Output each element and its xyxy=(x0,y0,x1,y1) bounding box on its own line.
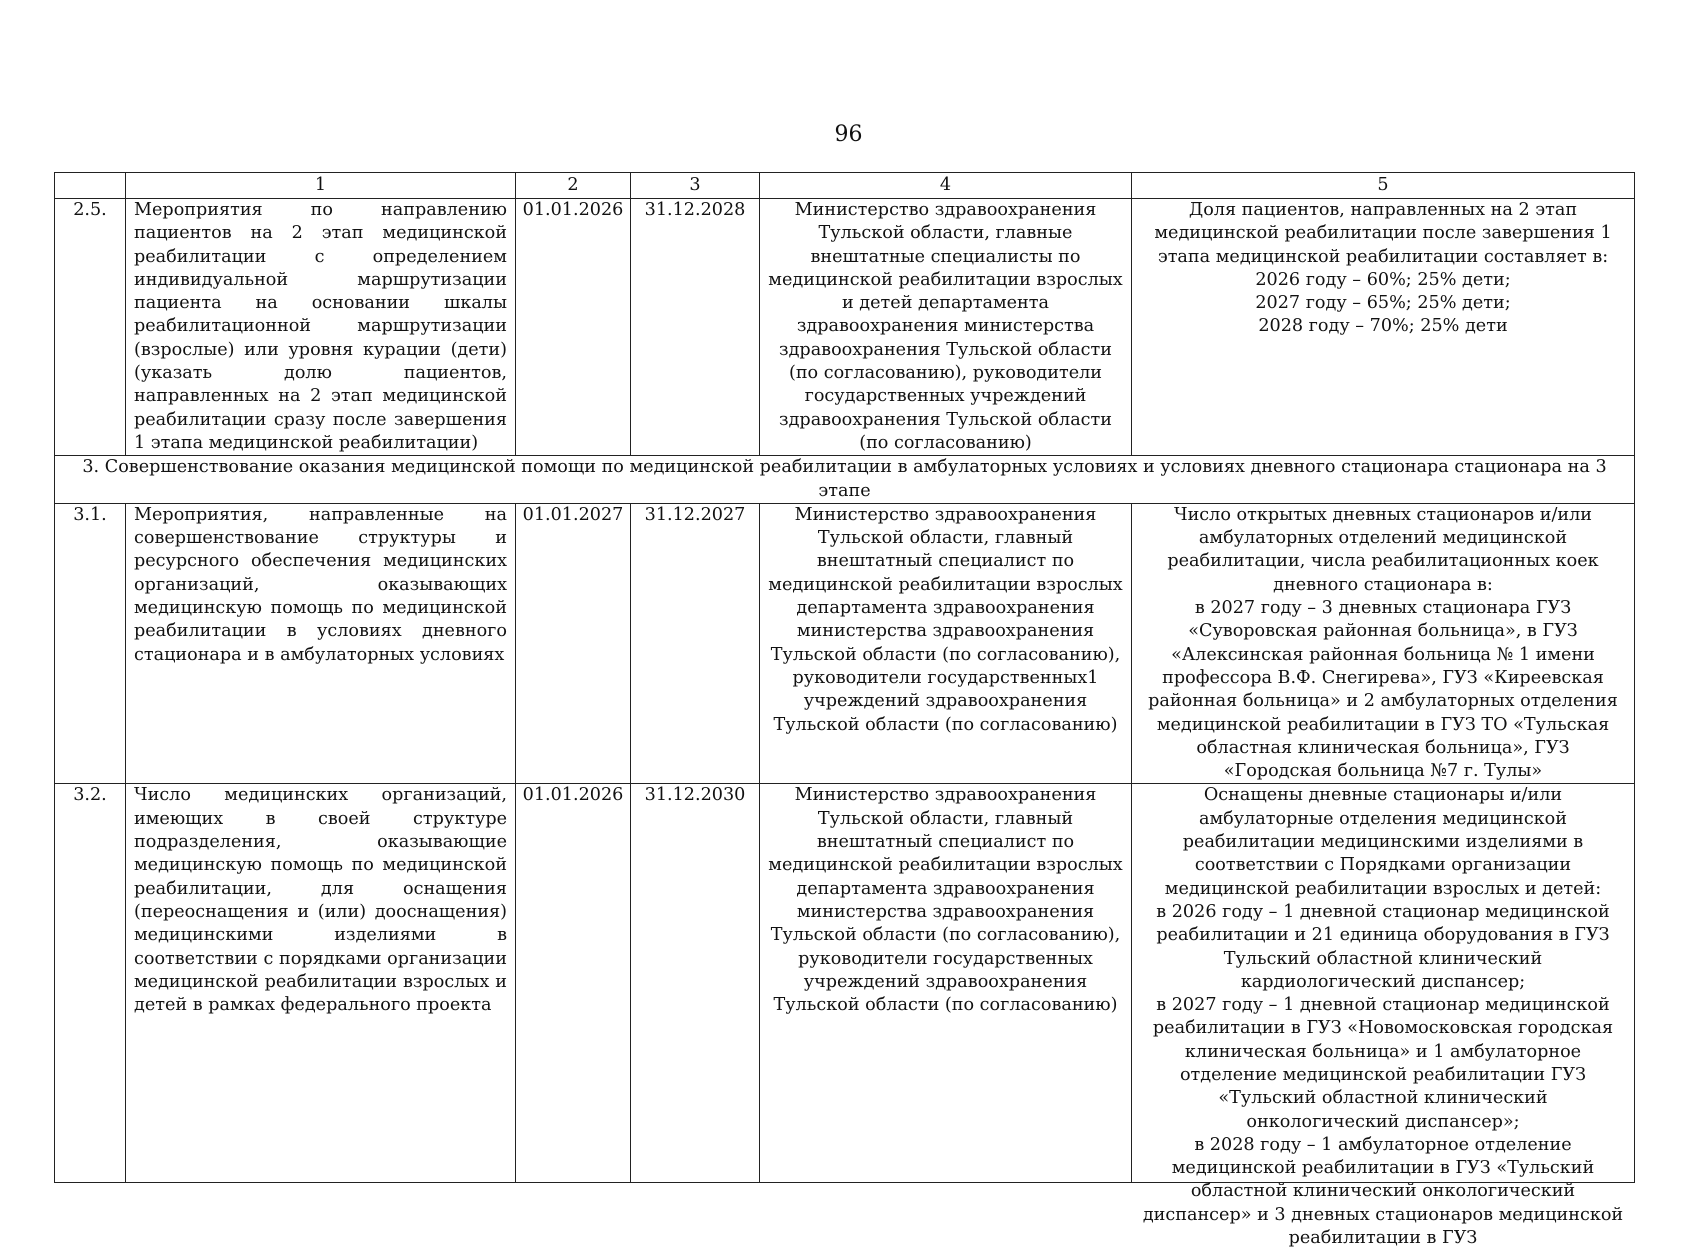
row-end-date: 31.12.2028 xyxy=(631,199,760,456)
table-row xyxy=(55,784,1635,1183)
header-empty xyxy=(55,173,126,199)
section-row xyxy=(55,456,1635,504)
section-title: 3. Совершенствование оказания медицинской помощи по медицинской реабилитации в амбулаторных условиях и условиях дневного стационара стационара на 3 этапе xyxy=(55,456,1635,504)
row-result xyxy=(1132,784,1635,1249)
row-responsible: Министерство здравоохранения Тульской области, главные внештатные специалисты по медицинской реабилитации взрослых и детей департамента здравоохранения министерства здравоохранения Тульской области (по согласованию), руководители государственных учреждений здравоохранения Тульской области (по согласованию) xyxy=(760,199,1132,456)
row-end-date: 31.12.2027 xyxy=(631,503,760,784)
column-header: 2 xyxy=(516,173,631,199)
table-row xyxy=(55,503,1635,784)
row-result-text: Оснащены дневные стационары и/или амбулаторные отделения медицинской реабилитации медицинскими изделиями в соответствии с Порядками организации медицинской реабилитации взрослых и детей: в 2026 году – 1 дневной стационар медицинской реабилитации и 21 единица оборудования в ГУЗ Тульский областной клинический кардиологический диспансер; в 2027 году – 1 дневной стационар медицинской реабилитации в ГУЗ «Новомосковская городская клиническая больница» и 1 амбулаторное отделение медицинской реабилитации ГУЗ «Тульский областной клинический онкологический диспансер»; в 2028 году – 1 амбулаторное отделение медицинской реабилитации в ГУЗ «Тульский областной клинический онкологический диспансер» и 3 дневных стационаров медицинской реабилитации в ГУЗ xyxy=(1142,785,1624,1249)
row-start-date: 01.01.2026 xyxy=(516,784,631,1183)
row-responsible: Министерство здравоохранения Тульской области, главный внештатный специалист по медицинской реабилитации взрослых департамента здравоохранения министерства здравоохранения Тульской области (по согласованию), руководители государственных1 учреждений здравоохранения Тульской области (по согласованию) xyxy=(760,503,1132,784)
column-header: 1 xyxy=(126,173,516,199)
row-end-date: 31.12.2030 xyxy=(631,784,760,1183)
row-result: Число открытых дневных стационаров и/или амбулаторных отделений медицинской реабилитации, числа реабилитационных коек дневного стационара в: в 2027 году – 3 дневных стационара ГУЗ «Суворовская районная больница», в ГУЗ «Алексинская районная больница № 1 имени профессора В.Ф. Снегирева», ГУЗ «Киреевская районная больница» и 2 амбулаторных отделения медицинской реабилитации в ГУЗ ТО «Тульская областная клиническая больница», ГУЗ «Городская больница №7 г. Тулы» xyxy=(1132,503,1635,784)
row-responsible: Министерство здравоохранения Тульской области, главный внештатный специалист по медицинской реабилитации взрослых департамента здравоохранения министерства здравоохранения Тульской области (по согласованию), руководители государственных учреждений здравоохранения Тульской области (по согласованию) xyxy=(760,784,1132,1183)
page-number: 96 xyxy=(834,122,863,147)
row-description: Мероприятия по направлению пациентов на 2 этап медицинской реабилитации с определением индивидуальной маршрутизации пациента на основании шкалы реабилитационной маршрутизации (взрослые) или уровня курации (дети) (указать долю пациентов, направленных на 2 этап медицинской реабилитации сразу после завершения 1 этапа медицинской реабилитации) xyxy=(126,199,516,456)
row-start-date: 01.01.2027 xyxy=(516,503,631,784)
row-number: 2.5. xyxy=(55,199,126,456)
column-header: 3 xyxy=(631,173,760,199)
table-header-row xyxy=(55,173,1635,199)
table-row xyxy=(55,199,1635,456)
row-start-date: 01.01.2026 xyxy=(516,199,631,456)
column-header: 5 xyxy=(1132,173,1635,199)
row-number: 3.2. xyxy=(55,784,126,1183)
column-header: 4 xyxy=(760,173,1132,199)
row-number: 3.1. xyxy=(55,503,126,784)
row-description: Мероприятия, направленные на совершенствование структуры и ресурсного обеспечения медицинских организаций, оказывающих медицинскую помощь по медицинской реабилитации в условиях дневного стационара и в амбулаторных условиях xyxy=(126,503,516,784)
activities-table xyxy=(54,172,1635,1249)
row-description: Число медицинских организаций, имеющих в своей структуре подразделения, оказывающие медицинскую помощь по медицинской реабилитации, для оснащения (переоснащения и (или) дооснащения) медицинскими изделиями в соответствии с порядками организации медицинской реабилитации взрослых и детей в рамках федерального проекта xyxy=(126,784,516,1183)
row-result: Доля пациентов, направленных на 2 этап медицинской реабилитации после завершения 1 этапа медицинской реабилитации составляет в: 2026 году – 60%; 25% дети; 2027 году – 65%; 25% дети; 2028 году – 70%; 25% дети xyxy=(1132,199,1635,456)
